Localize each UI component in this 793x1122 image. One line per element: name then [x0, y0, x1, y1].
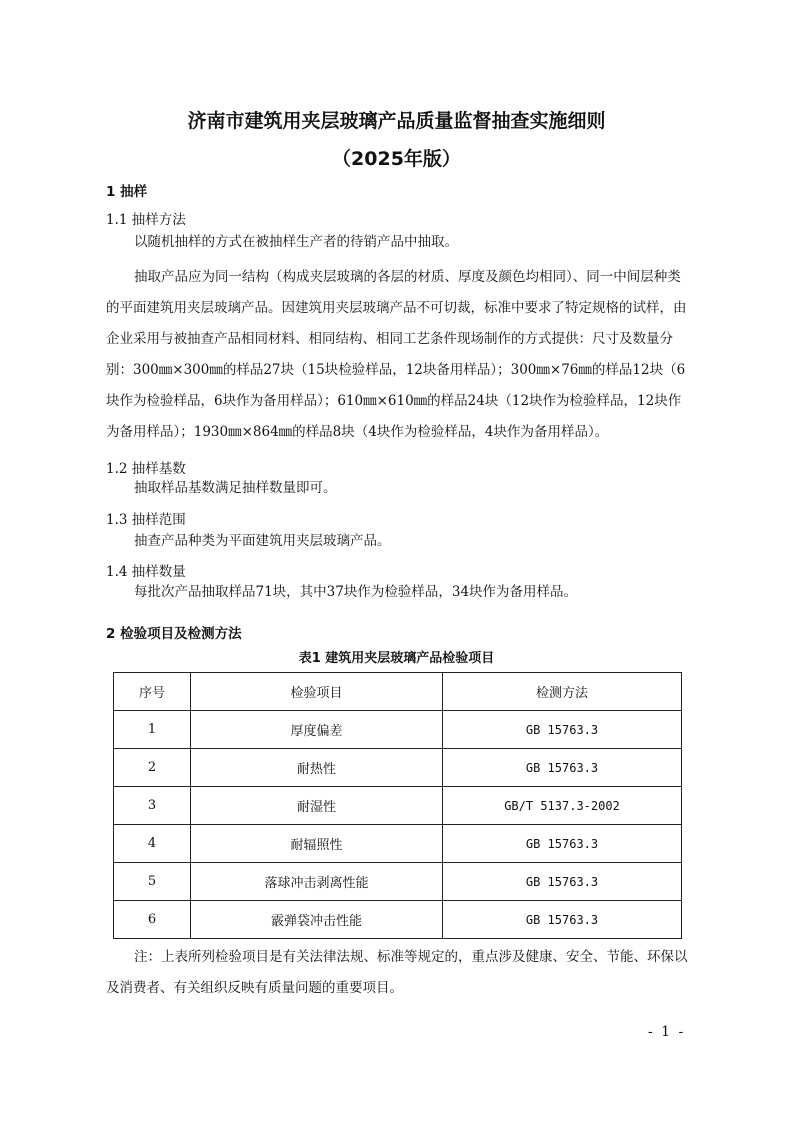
cell-test-method: GB 15763.3 — [443, 825, 682, 863]
inspection-items-table — [113, 672, 682, 939]
header-inspection-item: 检验项目 — [191, 673, 443, 711]
cell-test-method: GB 15763.3 — [443, 711, 682, 749]
subsection-1-1-paragraph-1: 以随机抽样的方式在被抽样生产者的待销产品中抽取。 — [134, 234, 458, 250]
table-caption: 表1 建筑用夹层玻璃产品检验项目 — [298, 651, 495, 666]
cell-test-method: GB 15763.3 — [443, 901, 682, 939]
document-title: 济南市建筑用夹层玻璃产品质量监督抽查实施细则 — [187, 110, 606, 132]
page-number: - 1 - — [648, 1024, 686, 1040]
section-2-heading: 2 检验项目及检测方法 — [106, 626, 242, 642]
table-note: 注：上表所列检验项目是有关法律法规、标准等规定的，重点涉及健康、安全、节能、环保以及消费者、有关组织反映有质量问题的重要项目。 — [106, 949, 688, 996]
cell-serial-number: 3 — [114, 787, 191, 825]
subsection-1-1-heading: 1.1 抽样方法 — [106, 212, 186, 228]
cell-inspection-item: 耐湿性 — [191, 787, 443, 825]
cell-test-method: GB/T 5137.3-2002 — [443, 787, 682, 825]
table-row — [114, 711, 682, 749]
cell-inspection-item: 耐辐照性 — [191, 825, 443, 863]
table-row — [114, 825, 682, 863]
subsection-1-4-heading: 1.4 抽样数量 — [106, 564, 186, 580]
header-serial-number: 序号 — [114, 673, 191, 711]
table-row — [114, 863, 682, 901]
cell-test-method: GB 15763.3 — [443, 749, 682, 787]
subsection-1-3-heading: 1.3 抽样范围 — [106, 512, 186, 528]
table-header-row — [114, 673, 682, 711]
subsection-1-2-heading: 1.2 抽样基数 — [106, 461, 186, 477]
cell-inspection-item: 耐热性 — [191, 749, 443, 787]
cell-inspection-item: 霰弹袋冲击性能 — [191, 901, 443, 939]
subsection-1-1-paragraph-2: 抽取产品应为同一结构（构成夹层玻璃的各层的材质、厚度及颜色均相同）、同一中间层种类的平面建筑用夹层玻璃产品。因建筑用夹层玻璃产品不可切裁，标准中要求了特定规格的试样，由企业采用与被抽查产品相同材料、相同结构、相同工艺条件现场制作的方式提供：尺寸及数量分别：300㎜×300㎜的样品27块（15块检验样品，12块备用样品）；300㎜×76㎜的样品12块（6块作为检验样品，6块作为备用样品）；610㎜×610㎜的样品24块（12块作为检验样品，12块作为备用样品）；1930㎜×864㎜的样品8块（4块作为检验样品，4块作为备用样品）。 — [106, 269, 687, 440]
cell-serial-number: 5 — [114, 863, 191, 901]
table-row — [114, 749, 682, 787]
header-test-method: 检测方法 — [443, 673, 682, 711]
cell-inspection-item: 厚度偏差 — [191, 711, 443, 749]
cell-serial-number: 6 — [114, 901, 191, 939]
cell-serial-number: 2 — [114, 749, 191, 787]
table-row — [114, 787, 682, 825]
cell-test-method: GB 15763.3 — [443, 863, 682, 901]
subsection-1-4-paragraph: 每批次产品抽取样品71块，其中37块作为检验样品，34块作为备用样品。 — [134, 584, 578, 600]
document-edition: （2025年版） — [332, 148, 461, 170]
cell-inspection-item: 落球冲击剥离性能 — [191, 863, 443, 901]
subsection-1-3-paragraph: 抽查产品种类为平面建筑用夹层玻璃产品。 — [134, 533, 391, 549]
section-1-heading: 1 抽样 — [106, 184, 148, 200]
cell-serial-number: 4 — [114, 825, 191, 863]
cell-serial-number: 1 — [114, 711, 191, 749]
table-row — [114, 901, 682, 939]
subsection-1-2-paragraph: 抽取样品基数满足抽样数量即可。 — [134, 480, 337, 496]
